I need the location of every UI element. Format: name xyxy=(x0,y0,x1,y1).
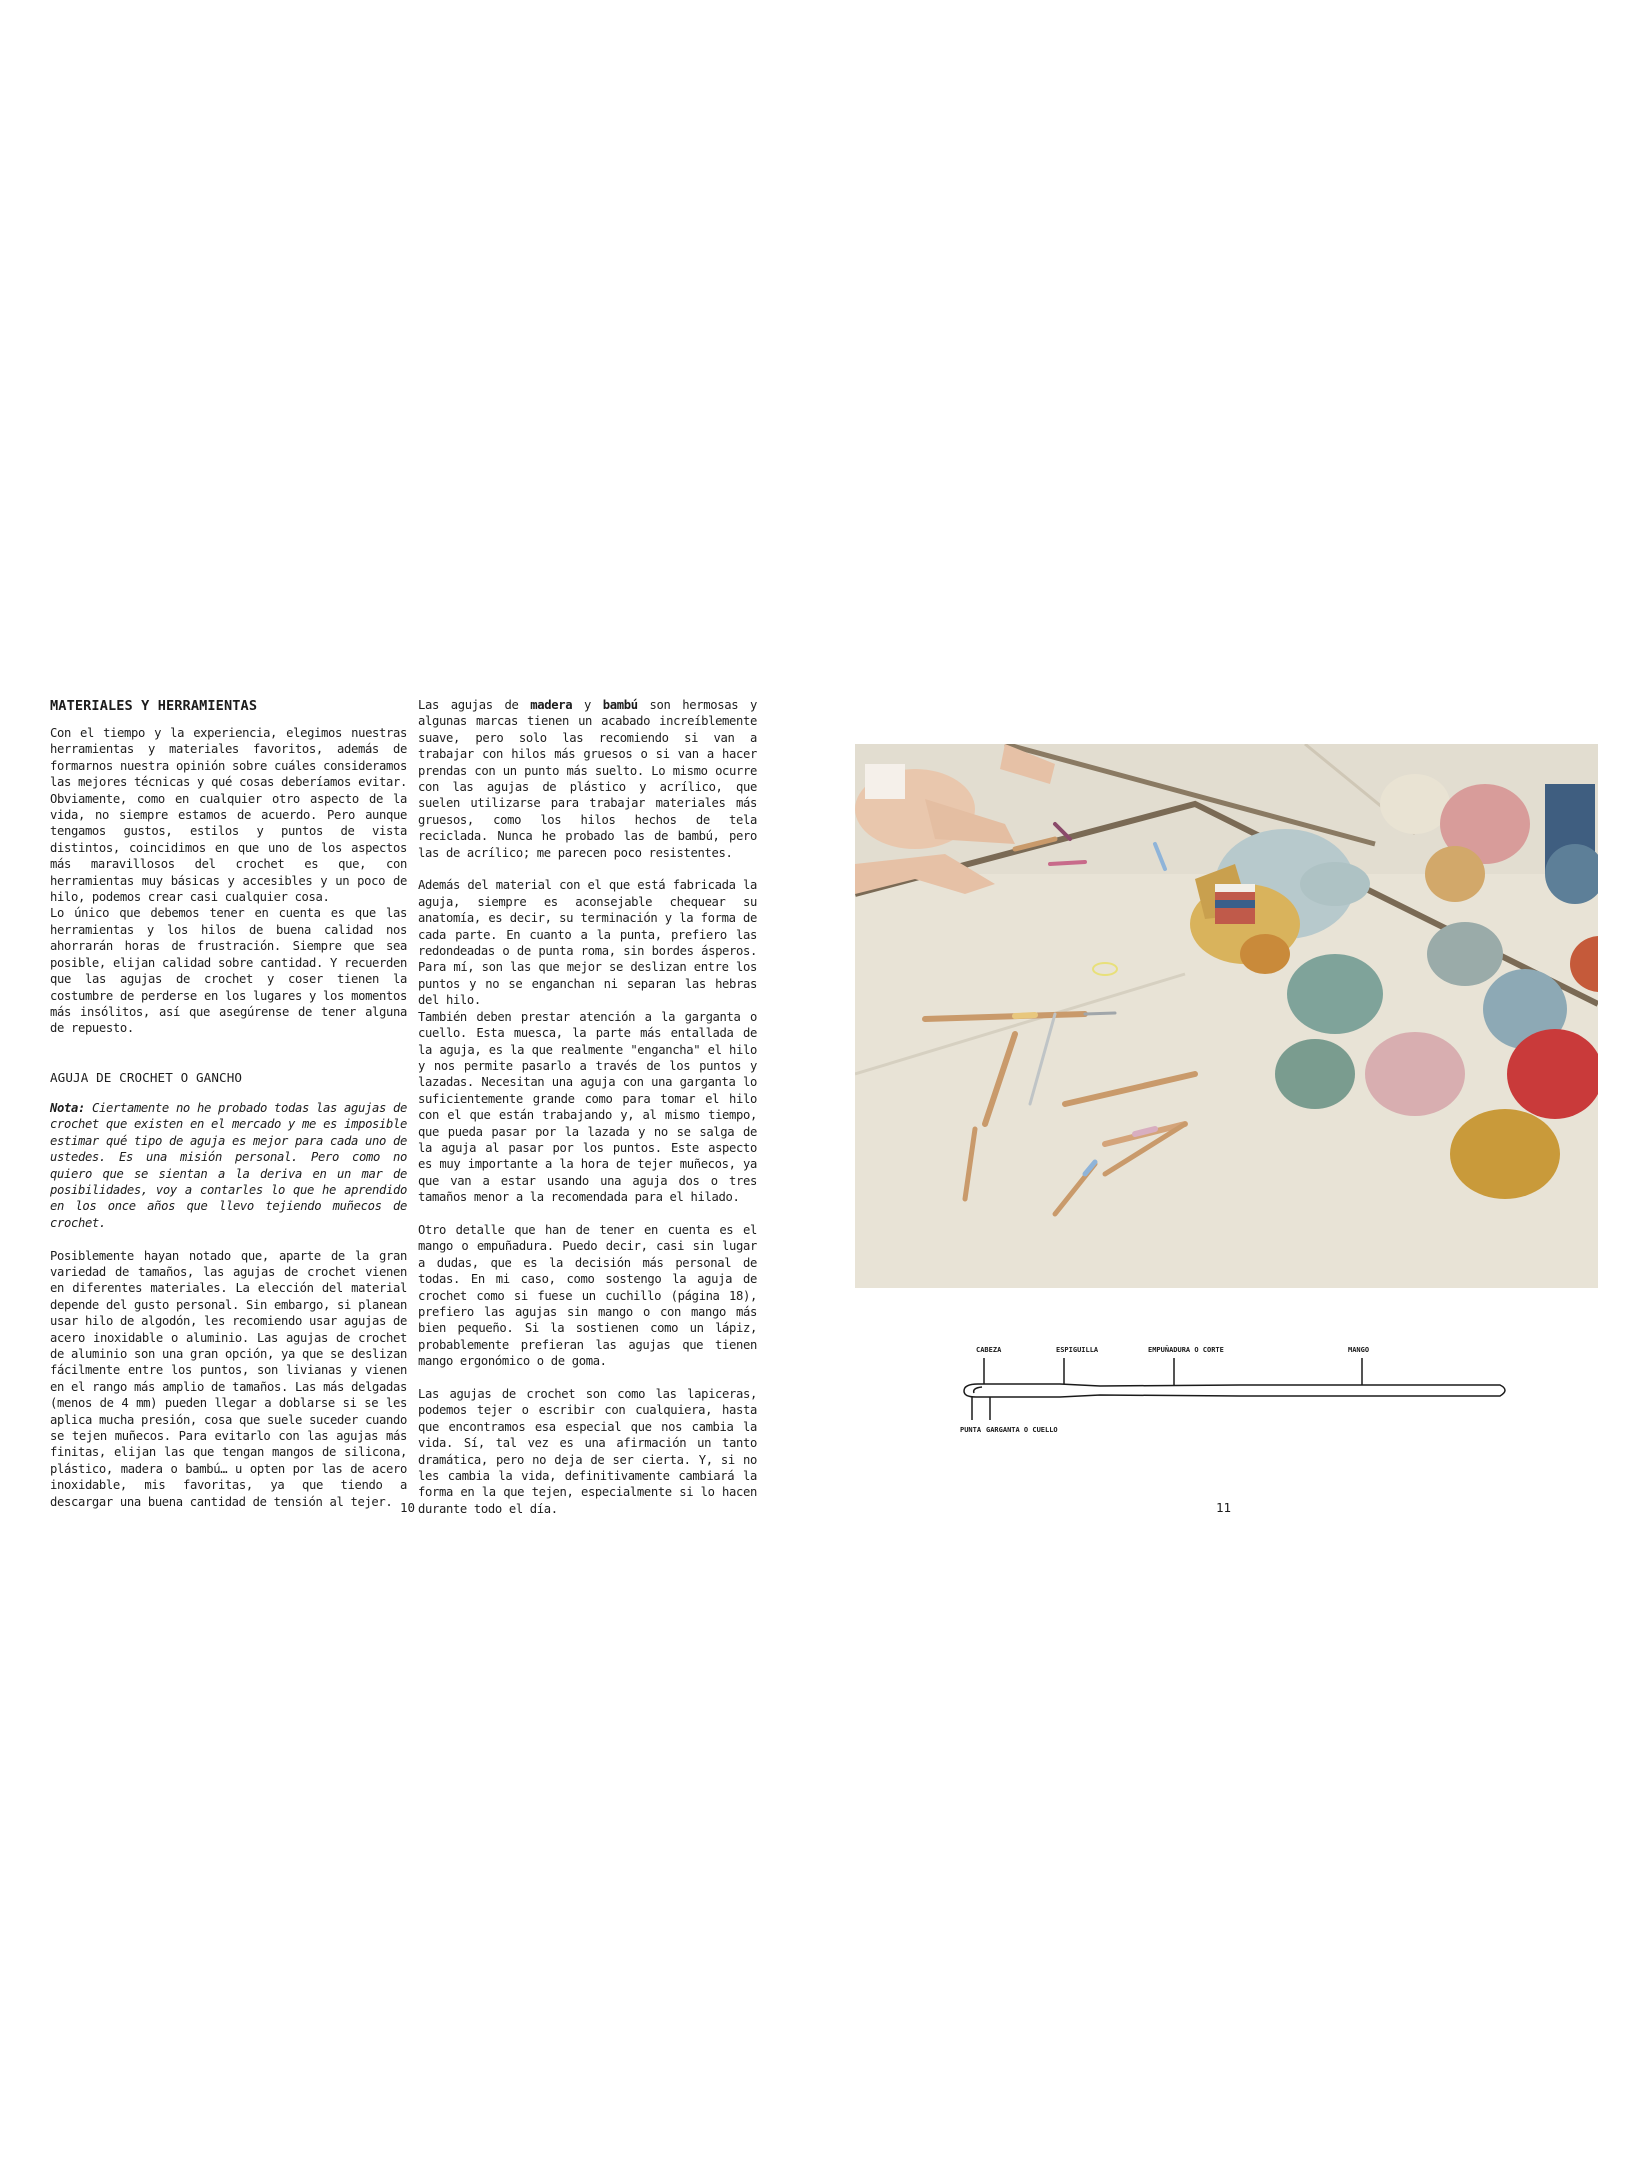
label-garganta: GARGANTA O CUELLO xyxy=(986,1426,1058,1434)
note-text: Ciertamente no he probado todas las agujas de crochet que existen en el mercado y me es imposible estimar qué tipo de aguja es mejor para cada uno de ustedes. Es una misión personal. Pero como no quiero que se sientan a la deriva en un mar de posibilidades, voy a contarles lo que he aprendido en los once años que llevo tejiendo muñecos de crochet. xyxy=(50,1100,407,1230)
label-mango: MANGO xyxy=(1348,1346,1370,1354)
paragraph-conclusion: Las agujas de crochet son como las lapiceras, podemos tejer o escribir con cualquiera, hasta que encontramos esa especial que nos cambia la vida. Sí, tal vez es una afirmación un tanto dramática, pero no deja de ser cierta. Y, si no les cambia la vida, definitivamente cambiará la forma en la que tejen, especialmente si lo hacen durante todo el día. xyxy=(418,1387,757,1516)
paragraph-throat: También deben prestar atención a la garganta o cuello. Esta muesca, la parte más entallada de la aguja, es la que realmente "engancha" el hilo y nos permite pasarlo a través de los puntos y lazadas. Necesitan una aguja con una garganta lo suficientemente grande como para tomar el hilo con el que están trabajando y, al mismo tiempo, que pueda pasar por la lazada y no se salga de la aguja al pasar por los puntos. Este aspecto es muy importante a la hora de tejer muñecos, ya que van a estar usando una aguja dos o tres tamaños menor a la recomendada para el hilado. xyxy=(418,1009,757,1205)
section-heading: MATERIALES Y HERRAMIENTAS xyxy=(50,698,258,714)
label-espiguilla: ESPIGUILLA xyxy=(1056,1346,1099,1354)
text-run: y xyxy=(572,698,603,712)
note-label: Nota: xyxy=(50,1100,85,1115)
label-cabeza: CABEZA xyxy=(976,1346,1002,1354)
label-punta: PUNTA xyxy=(960,1426,982,1434)
photo-crochet-toys-and-hooks xyxy=(855,744,1598,1288)
bold-bambu: bambú xyxy=(602,698,638,712)
hook-head-outline xyxy=(964,1384,978,1397)
paragraph-anatomy: Además del material con el que está fabricada la aguja, siempre es aconsejable chequear su anatomía, es decir, su terminación y la forma de cada parte. En cuanto a la punta, prefiero las redondeadas o de punta roma, sin bordes ásperos. Para mí, son las que mejor se deslizan entre los puntos y no se enganchan ni separan las hebras del hilo. xyxy=(418,878,757,1008)
paragraph-materials: Posiblemente hayan notado que, aparte de la gran variedad de tamaños, las agujas de crochet vienen en diferentes materiales. La elección del material depende del gusto personal. Sin embargo, si planean usar hilo de algodón, les recomiendo usar agujas de acero inoxidable o aluminio. Las agujas de crochet de aluminio son una gran opción, ya que se deslizan fácilmente entre los puntos, son livianas y vienen en el rango más amplio de tamaños. Las más delgadas (menos de 4 mm) pueden llegar a doblarse si se les aplica mucha presión, cosa que suele suceder cuando se tejen muñecos. Para evitarlo con las agujas más finitas, elijan las que tengan mangos de silicona, plástico, madera o bambú… u opten por las de acero inoxidable, mis favoritas, ya que tiendo a descargar una buena cantidad de tensión al tejer. xyxy=(50,1248,407,1509)
crochet-hook-anatomy-diagram xyxy=(960,1340,1520,1450)
paragraph-intro: Con el tiempo y la experiencia, elegimos nuestras herramientas y materiales favoritos, además de formarnos nuestra opinión sobre cuáles consideramos las mejores técnicas y qué cosas deberíamos evitar. Obviamente, como en cualquier otro aspecto de la vida, no siempre estamos de acuerdo. Pero aunque tengamos gustos, estilos y puntos de vista distintos, coincidimos en que uno de los aspectos más maravillosos del crochet es que, con herramientas muy básicas y accesibles y un poco de hilo, podemos crear casi cualquier cosa. xyxy=(50,726,407,905)
label-empunadura: EMPUÑADURA O CORTE xyxy=(1148,1346,1224,1354)
subsection-heading: AGUJA DE CROCHET O GANCHO xyxy=(50,1069,243,1085)
bold-madera: madera xyxy=(530,698,573,712)
paragraph-handle: Otro detalle que han de tener en cuenta es el mango o empuñadura. Puedo decir, casi sin lugar a dudas, que es la decisión más personal de todas. En mi caso, como sostengo la aguja de crochet como si fuese un cuchillo (página 18), prefiero las agujas sin mango o con mango más bien pequeño. Si la sostienen como un lápiz, probablemente prefieran las agujas que tienen mango ergonómico o de goma. xyxy=(418,1222,757,1369)
text-run: Las agujas de xyxy=(418,698,531,712)
text-column-1 xyxy=(50,697,407,1510)
paragraph-quality: Lo único que debemos tener en cuenta es que las herramientas y los hilos de buena calidad nos ahorrarán horas de frustración. Siempre que sea posible, elijan calidad sobre cantidad. Y recuerden que las agujas de crochet y coser tienen la costumbre de perderse en los lugares y los momentos más insólitos, así que asegúrense de tener alguna de repuesto. xyxy=(50,906,407,1036)
paragraph-wood-bamboo xyxy=(418,697,757,861)
page-number-left: 10 xyxy=(400,1500,416,1515)
page-number-right: 11 xyxy=(1216,1500,1232,1515)
paragraph-note xyxy=(50,1100,407,1231)
text-column-2 xyxy=(418,697,757,1517)
text-run: son hermosas y algunas marcas tienen un acabado increíblemente suave, pero solo las recomiendo si van a trabajar con hilos más gruesos o si van a hacer prendas con un punto más suelto. Lo mismo ocurre con las agujas de plástico y acrílico, que suelen utilizarse para trabajar materiales más gruesos, como los hilos hechos de tela reciclada. Nunca he probado las de bambú, pero las de acrílico; me parecen poco resistentes. xyxy=(418,698,757,860)
